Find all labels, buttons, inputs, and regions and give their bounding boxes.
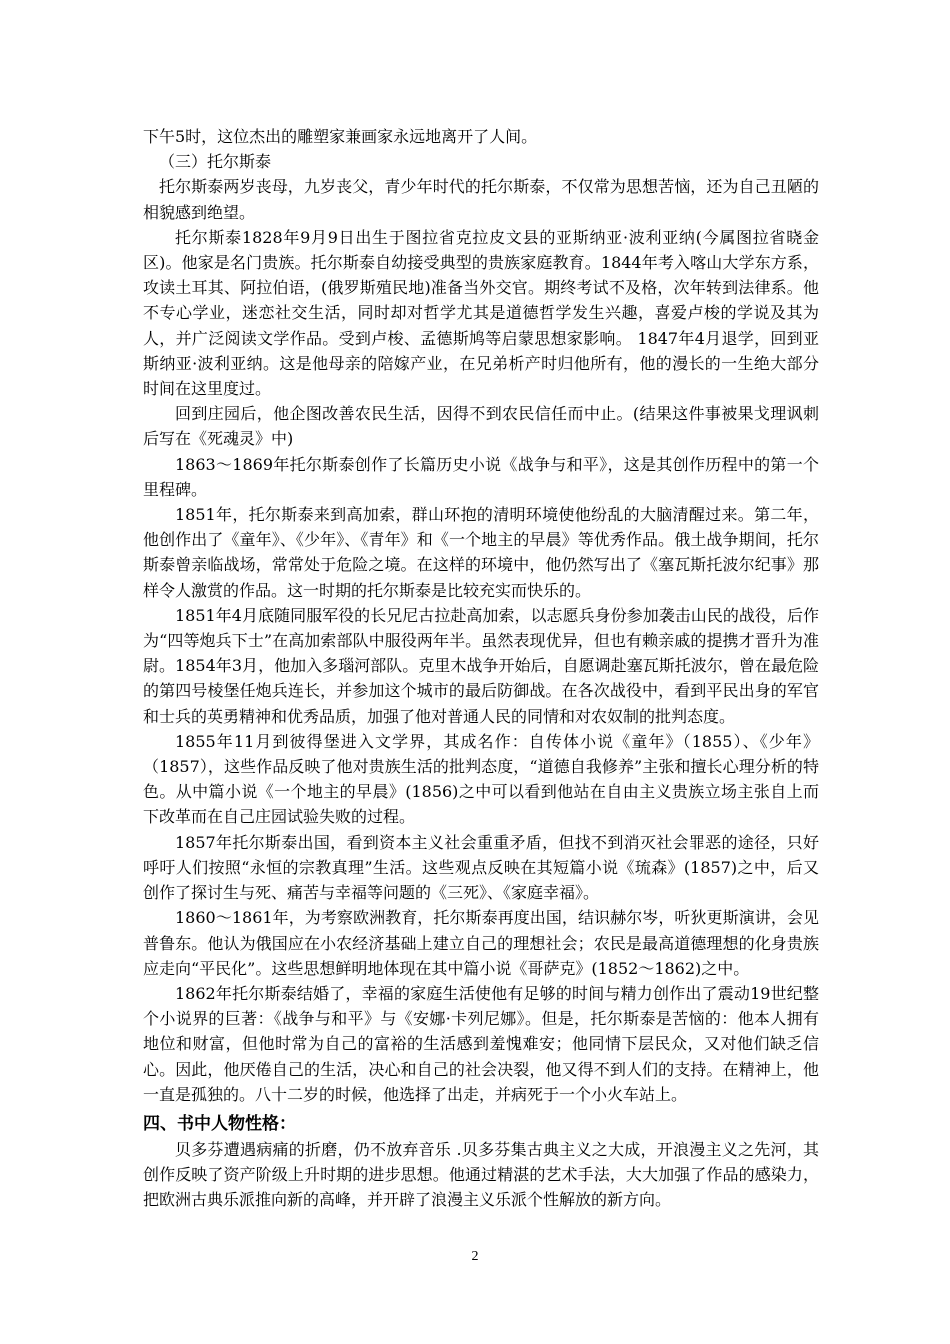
- section-heading: 四、书中人物性格：: [143, 1113, 296, 1134]
- paragraph: 1857年托尔斯泰出国，看到资本主义社会重重矛盾，但找不到消灭社会罪恶的途径，只好呼吁人们按照“永恒的宗教真理”生活。这些观点反映在其短篇小说《琉森》(1857)之中，后又创作了探讨生与死、痛苦与幸福等问题的《三死》、《家庭幸福》。: [143, 832, 819, 903]
- paragraph: 1851年4月底随同服军役的长兄尼古拉赴高加索，以志愿兵身份参加袭击山民的战役，后作为“四等炮兵下士”在高加索部队中服役两年半。虽然表现优异，但也有赖亲戚的提携才晋升为准尉。1854年3月，他加入多瑙河部队。克里木战争开始后，自愿调赴塞瓦斯托波尔，曾在最危险的第四号棱堡任炮兵连长，并参加这个城市的最后防御战。在各次战役中，看到平民出身的军官和士兵的英勇精神和优秀品质，加强了他对普通人民的同情和对农奴制的批判态度。: [143, 605, 819, 726]
- paragraph: 托尔斯泰两岁丧母，九岁丧父，青少年时代的托尔斯泰，不仅常为思想苦恼，还为自己丑陋的相貌感到绝望。: [143, 177, 819, 222]
- paragraph: 1860～1861年，为考察欧洲教育，托尔斯泰再度出国，结识赫尔岑，听狄更斯演讲，会见普鲁东。他认为俄国应在小农经济基础上建立自己的理想社会；农民是最高道德理想的化身贵族应走向“平民化”。这些思想鲜明地体现在其中篇小说《哥萨克》(1852～1862)之中。: [143, 908, 819, 978]
- paragraph: 1862年托尔斯泰结婚了，幸福的家庭生活使他有足够的时间与精力创作出了震动19世纪整个小说界的巨著：《战争与和平》与《安娜·卡列尼娜》。但是，托尔斯泰是苦恼的：他本人拥有地位和财富，但他时常为自己的富裕的生活感到羞愧难安；他同情下层民众，又对他们缺乏信心。因此，他厌倦自己的生活，决心和自己的社会决裂，他又得不到人们的支持。在精神上，他一直是孤独的。八十二岁的时候，他选择了出走，并病死于一个小火车站上。: [143, 983, 819, 1104]
- paragraph: 贝多芬遭遇病痛的折磨，仍不放弃音乐 .贝多芬集古典主义之大成，开浪漫主义之先河，其创作反映了资产阶级上升时期的进步思想。他通过精湛的艺术手法，大大加强了作品的感染力，把欧洲古典乐派推向新的高峰，并开辟了浪漫主义乐派个性解放的新方向。: [143, 1139, 819, 1210]
- paragraph: 1863～1869年托尔斯泰创作了长篇历史小说《战争与和平》，这是其创作历程中的第一个里程碑。: [143, 454, 819, 499]
- paragraph: 回到庄园后，他企图改善农民生活，因得不到农民信任而中止。(结果这件事被果戈理讽刺后写在《死魂灵》中): [143, 404, 819, 449]
- paragraph-continuation: 下午5时，这位杰出的雕塑家兼画家永远地离开了人间。: [143, 127, 538, 146]
- page-body: [143, 124, 819, 1213]
- page-number: 2: [471, 1249, 479, 1264]
- section-subheading-tolstoy: （三）托尔斯泰: [159, 152, 272, 172]
- paragraph: 1855年11月到彼得堡进入文学界，其成名作：自传体小说《童年》（1855）、《少年》（1857），这些作品反映了他对贵族生活的批判态度，“道德自我修养”主张和擅长心理分析的特色。从中篇小说《一个地主的早晨》(1856)之中可以看到他站在自由主义贵族立场主张自上而下改革而在自己庄园试验失败的过程。: [143, 731, 819, 827]
- paragraph: 1851年，托尔斯泰来到高加索，群山环抱的清明环境使他纷乱的大脑清醒过来。第二年，他创作出了《童年》、《少年》、《青年》和《一个地主的早晨》等优秀作品。俄土战争期间，托尔斯泰曾亲临战场，常常处于危险之境。在这样的环境中，他仍然写出了《塞瓦斯托波尔纪事》那样令人激赏的作品。这一时期的托尔斯泰是比较充实而快乐的。: [143, 505, 819, 600]
- paragraph: 托尔斯泰1828年9月9日出生于图拉省克拉皮文县的亚斯纳亚·波利亚纳(今属图拉省晓金区)。他家是名门贵族。托尔斯泰自幼接受典型的贵族家庭教育。1844年考入喀山大学东方系，攻读土耳其、阿拉伯语，(俄罗斯殖民地)准备当外交官。期终考试不及格，次年转到法律系。他不专心学业，迷恋社交生活，同时却对哲学尤其是道德哲学发生兴趣，喜爱卢梭的学说及其为人，并广泛阅读文学作品。受到卢梭、孟德斯鸠等启蒙思想家影响。 1847年4月退学，回到亚斯纳亚·波利亚纳。这是他母亲的陪嫁产业，在兄弟析产时归他所有，他的漫长的一生绝大部分时间在这里度过。: [143, 227, 819, 399]
